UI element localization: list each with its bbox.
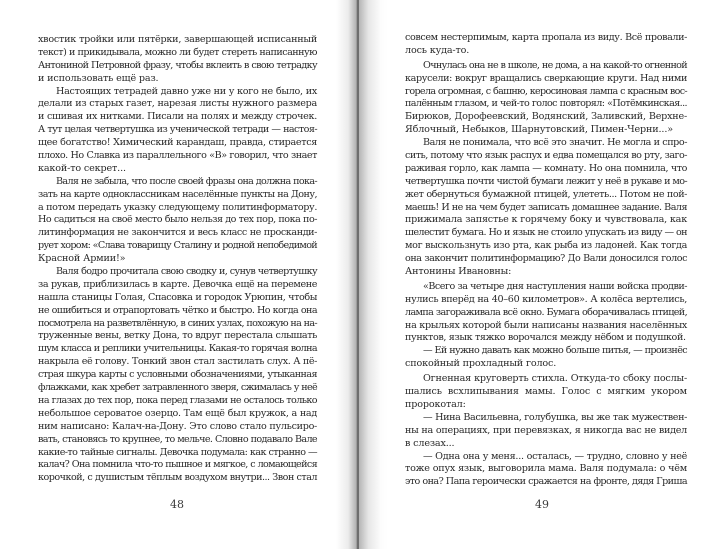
text-line: Огненная круговерть стихла. Откуда-то сбоку послы- xyxy=(423,373,687,385)
text-line: Валя не понимала, что всё это значит. Не могла и спро- xyxy=(423,137,687,149)
text-line: Настоящих тетрадей давно уже ни у кого не было, их xyxy=(56,85,317,97)
text-line: хвостик тройки или пятёрки, завершающей исписанный xyxy=(38,34,317,45)
text-line: совсем нестерпимым, карта пропала из виду. Всё провали- xyxy=(405,32,687,43)
text-line: А тут целая четвертушка из ученической тетради — настоя- xyxy=(38,124,317,136)
text-line: «Всего за четыре дня наступления наши войска продви- xyxy=(423,280,687,292)
text-line: Антонины Ивановны: xyxy=(405,266,512,278)
text-line: маешь! И не на чем будет записать домашнее задание. Валя xyxy=(405,201,687,213)
text-line: Антониной Петровной фразу, чтобы вклеить в свою тетрадку xyxy=(38,59,317,71)
text-line: спокойный прохладный голос. xyxy=(405,358,557,370)
text-line: на глазах до тех пор, пока перед глазами не осталось только xyxy=(38,394,317,406)
text-line: Валя бодро прочитала свою сводку и, сунув четвертушку xyxy=(56,266,317,278)
text-line: делали из старых газет, нарезая листы нужного размера xyxy=(38,98,317,110)
text-line: тоже опух язык, выговорила мама. Валя подумала: о чём xyxy=(405,463,687,475)
gutter-shadow xyxy=(358,0,388,549)
text-line: корочкой, с душистым тёплым воздухом внутри... Звон стал xyxy=(38,472,317,484)
text-line: мог выскользнуть изо рта, как рыба из ладоней. Как тогда xyxy=(405,240,687,252)
text-line: — Нина Васильевна, голубушка, вы же так мужествен- xyxy=(423,411,687,423)
text-line: калач? Она помнила что-то пышное и мягкое, с ломающейся xyxy=(38,459,317,471)
text-line: пророкотал: xyxy=(405,398,466,410)
text-line: Очнулась она не в школе, не дома, а на какой-то огненной xyxy=(423,59,687,71)
right-page xyxy=(358,0,724,549)
text-line: за рукав, приблизилась в карте. Девочка ещё на перемене xyxy=(38,278,317,290)
text-line: нулись вперёд на 40–60 километров». А колёса вертелись, xyxy=(405,293,687,305)
text-line: лампа загораживала всё окно. Бумага оборачивалась птицей, xyxy=(405,306,687,318)
text-line: палённым глазом, и чей-то голос повторял: «Потёмкинская... xyxy=(405,98,687,110)
text-line: — Ей нужно давать как можно больше питья, — произнёс xyxy=(423,345,687,357)
text-line: прижимала запястье к горячему боку и чувствовала, как xyxy=(405,214,687,226)
text-line: накрыла её голову. Тонкий звон стал застилать слух. А пё- xyxy=(38,356,317,368)
text-line: и использовать ещё раз. xyxy=(38,72,159,84)
text-line: флажками, как хребет затравленного зверя, сжималась у неё xyxy=(38,382,317,394)
text-line: Валя не забыла, что после своей фразы она должна пока- xyxy=(56,175,317,187)
text-line: и сшивая их нитками. Писали на полях и между строчек. xyxy=(38,111,317,123)
text-line: шались всхлипывания мамы. Голос с мягким укором xyxy=(405,386,687,398)
text-line: четвертушка почти чистой бумаги лежит у неё в рукаве и мо- xyxy=(405,175,687,187)
text-line: шум класса и реплики учительницы. Какая-то горячая волна xyxy=(38,343,317,355)
left-page xyxy=(0,0,358,549)
text-line: плохо. Но Славка из параллельного «В» говорил, что знает xyxy=(38,150,317,162)
text-line: ны на операциях, при перевязках, я никогда вас не видел xyxy=(405,424,687,436)
text-line: лось куда-то. xyxy=(405,44,470,56)
text-line: она закончит политинформацию? До Вали доносился голос xyxy=(405,253,687,265)
text-line: рует хором: «Слава товарищу Сталину и родной непобедимой xyxy=(38,240,317,252)
text-line: в слезах... xyxy=(405,437,455,449)
left-page-text xyxy=(38,34,317,485)
text-line: зать на карте одноклассникам населённые пункты на Дону, xyxy=(38,188,317,200)
book-gutter xyxy=(357,0,359,549)
text-line: страя шкура карты с условными обозначениями, утыканная xyxy=(38,369,317,381)
text-line: литинформация не закончится и весь класс не просканди- xyxy=(38,227,317,239)
page-number-right: 49 xyxy=(535,498,549,511)
text-line: жет обернуться бумажной птицей, улететь... Потом не пой- xyxy=(405,188,687,200)
text-line: труженные вены, ветку Дона, то вдруг перестала слышать xyxy=(38,330,317,342)
text-line: щее богатство! Химический карандаш, правда, стирается xyxy=(38,137,317,149)
text-line: это она? Папа героически сражается на фронте, дядя Гриша xyxy=(405,476,687,488)
text-line: на крыльях которой были написаны названия населённых xyxy=(405,319,687,331)
text-line: — Одна она у меня... осталась, — трудно, словно у неё xyxy=(423,450,687,462)
text-line: Яблочный, Небыков, Шарнутовский, Пимен-Черни...» xyxy=(405,124,673,136)
text-line: Красной Армии!» xyxy=(38,253,126,265)
page-number-left: 48 xyxy=(170,498,184,511)
text-line: посмотрела на разветвлённую, в синих узлах, похожую на на- xyxy=(38,317,317,329)
text-line: нашла станицы Голая, Спасовка и городок Урюпин, чтобы xyxy=(38,291,317,303)
text-line: Бирюков, Дорофеевский, Водянский, Заливский, Верхне- xyxy=(405,111,687,123)
text-line: шелестит бумага. Но и язык не стоило упускать из виду — он xyxy=(405,227,687,239)
text-line: ним написано: Калач-на-Дону. Это слово стало пульсиро- xyxy=(38,420,317,432)
gutter-shadow xyxy=(336,0,358,549)
text-line: а потом передать указку следующему политинформатору. xyxy=(38,201,317,213)
text-line: не ошибиться и отрапортовать чётко и быстро. Но когда она xyxy=(38,304,317,316)
text-line: Но садиться на своё место было нельзя до тех пор, пока по- xyxy=(38,214,317,226)
text-line: вать, становясь то крупнее, то мельче. Словно подавало Вале xyxy=(38,433,317,445)
text-line: небольшое сероватое озерцо. Там ещё был кружок, а над xyxy=(38,407,317,419)
right-page-text xyxy=(405,32,687,489)
text-line: какой-то секрет... xyxy=(38,162,126,174)
text-line: карусели: вокруг вращались сверкающие круги. Над ними xyxy=(405,72,687,84)
text-line: текст) и прикидывала, можно ли будет стереть написанную xyxy=(38,46,317,58)
text-line: пунктов, язык тяжко ворочался между нёбом и подушкой. xyxy=(405,332,686,344)
text-line: горела огромная, с башню, керосиновая лампа с красным вос- xyxy=(405,85,687,97)
text-line: какие-то тайные сигналы. Девочка подумала: как странно — xyxy=(38,446,317,458)
text-line: сить, потому что язык распух и едва помещался во рту, заго- xyxy=(405,150,687,162)
text-line: раживая горло, как лампа — комнату. Но она помнила, что xyxy=(405,162,687,174)
